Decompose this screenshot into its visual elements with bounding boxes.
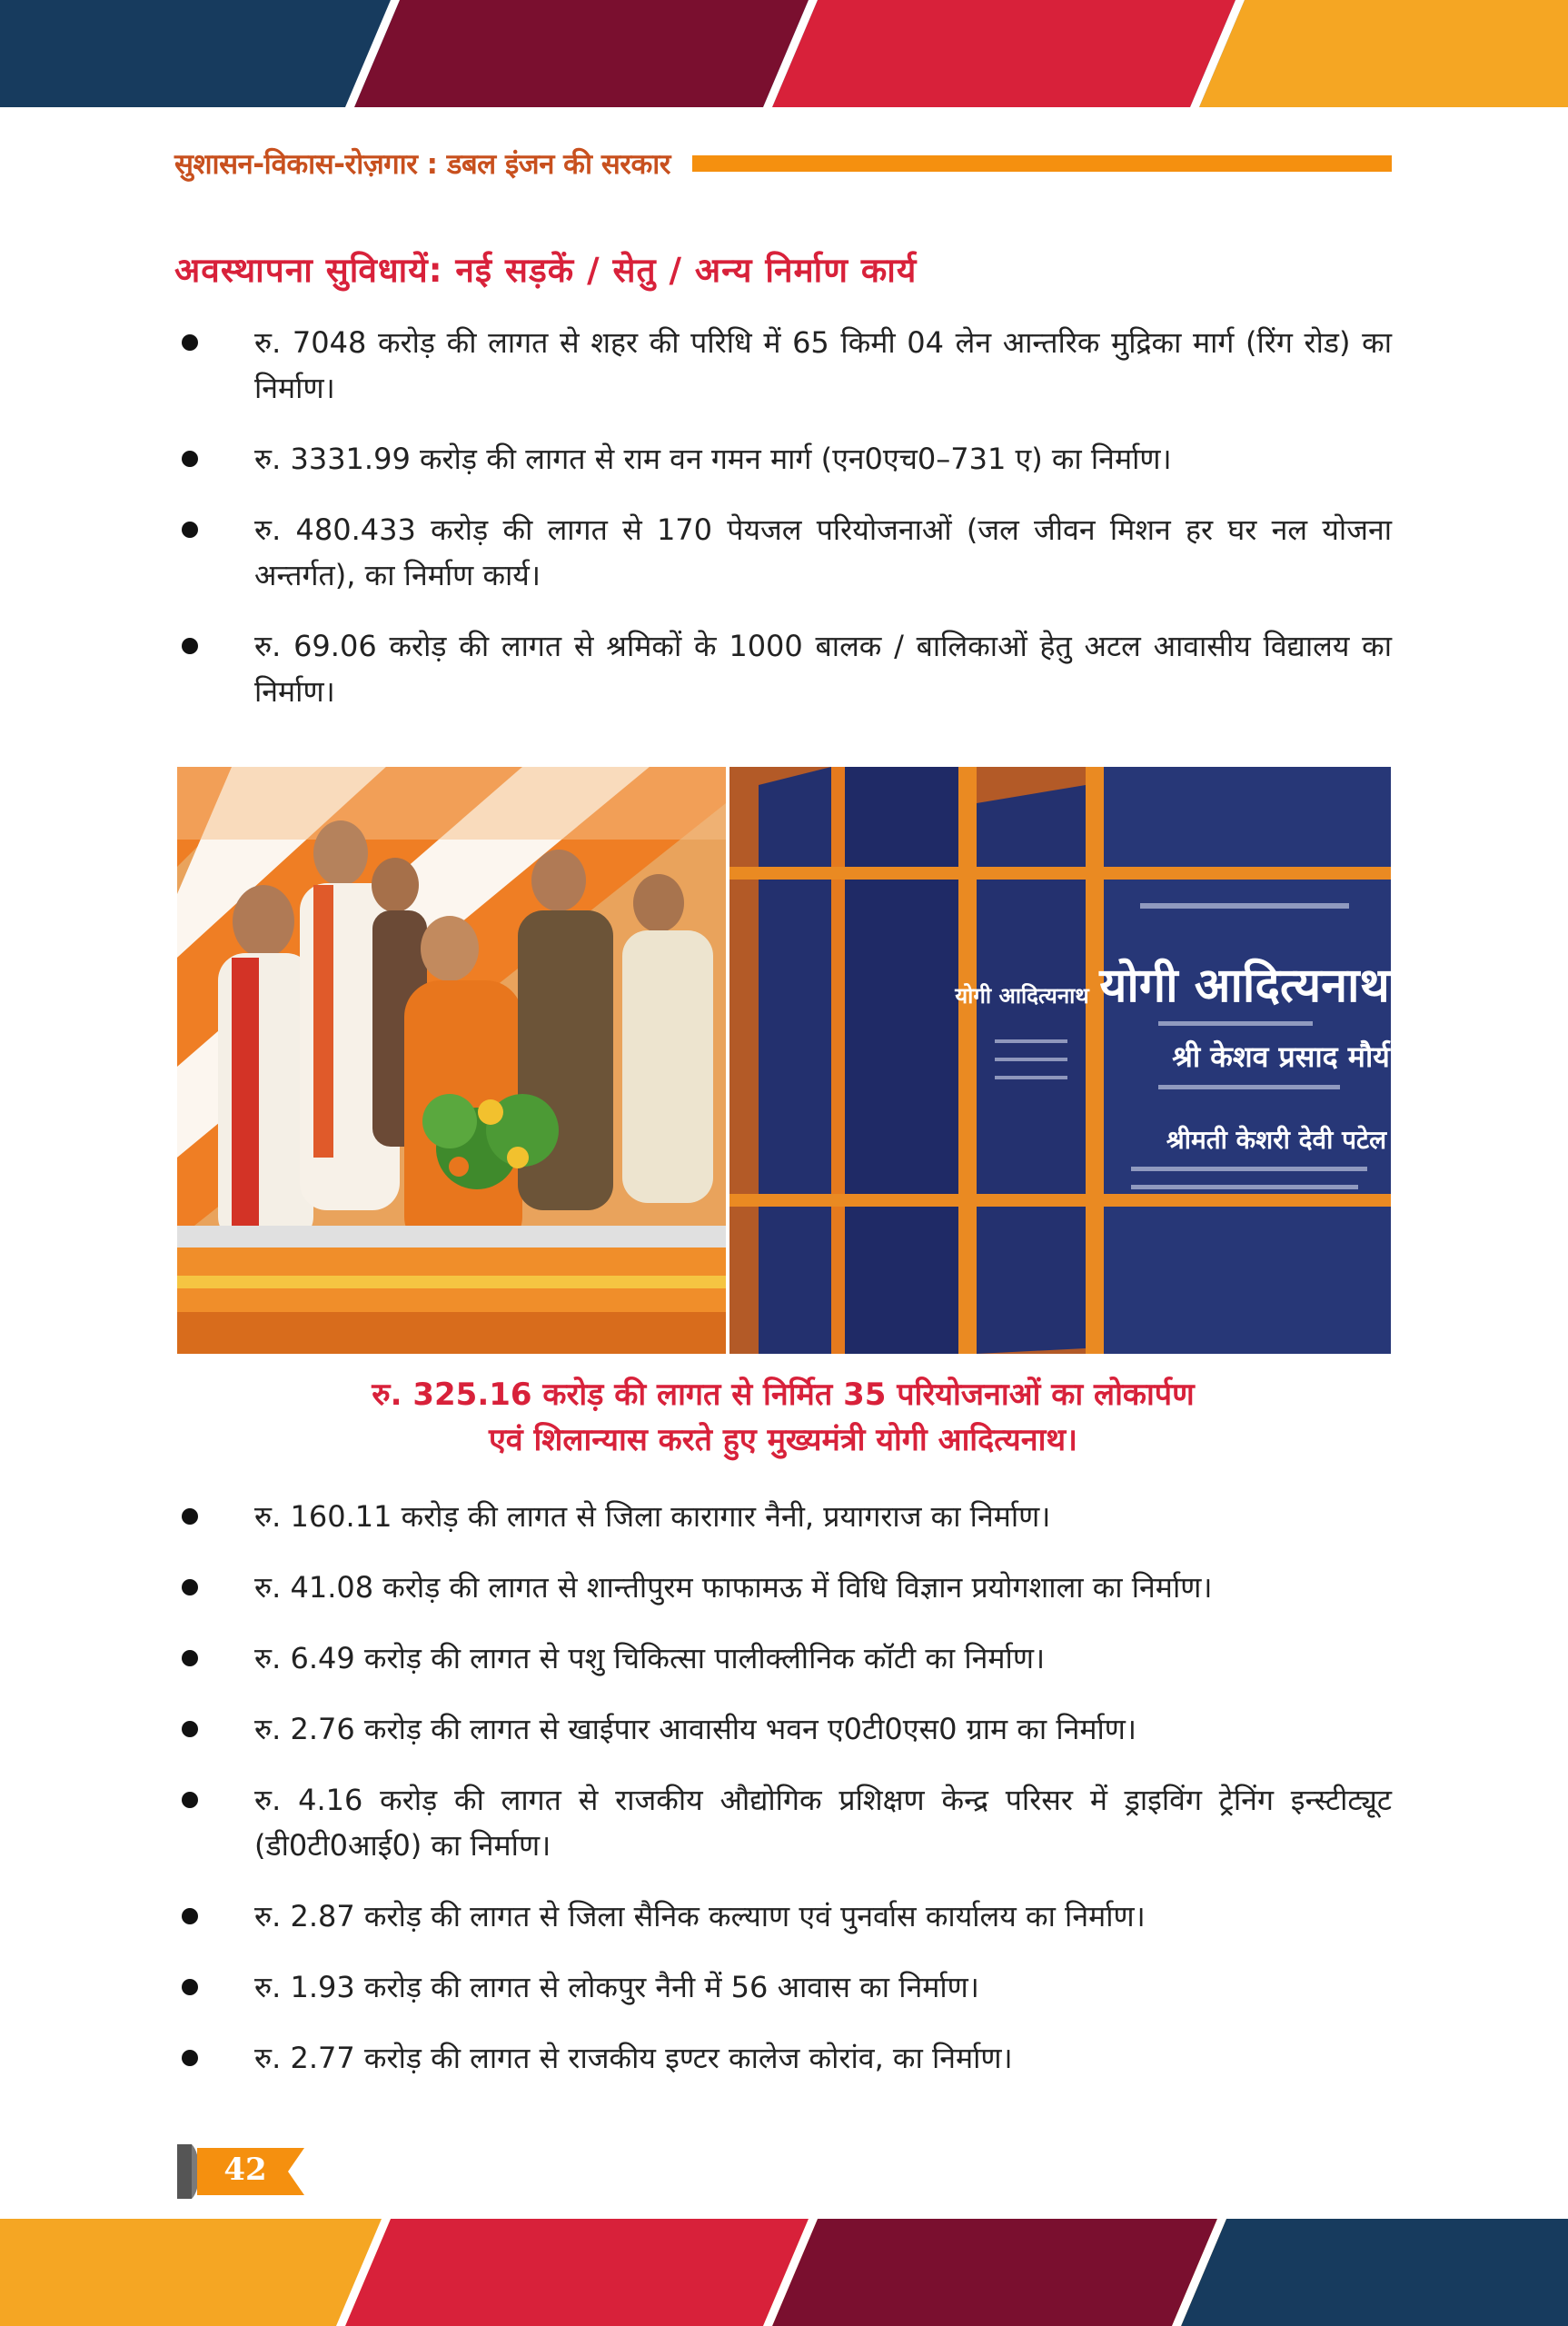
list-item: रु. 7048 करोड़ की लागत से शहर की परिधि में 65 किमी 04 लेन आन्तरिक मुद्रिका मार्ग (रिंग रोड) का निर्माण।: [174, 320, 1392, 411]
bullet-icon: [182, 1979, 198, 1995]
bullet-icon: [182, 522, 198, 538]
bullet-icon: [182, 334, 198, 351]
bullet-list-bottom: [174, 1494, 1392, 2106]
section-heading: अवस्थापना सुविधायें: नई सड़कें / सेतु / अन्य निर्माण कार्य: [174, 251, 918, 290]
bullet-icon: [182, 638, 198, 654]
list-item: रु. 6.49 करोड़ की लागत से पशु चिकित्सा पालीक्लीनिक कॉटी का निर्माण।: [174, 1635, 1392, 1681]
page-number-tab: [177, 2144, 313, 2199]
bullet-icon: [182, 1721, 198, 1737]
list-item: रु. 2.77 करोड़ की लागत से राजकीय इण्टर कालेज कोरांव, का निर्माण।: [174, 2035, 1392, 2081]
plaque-small-title: योगी आदित्यनाथ: [955, 983, 1089, 1009]
bullet-list-top: [174, 320, 1392, 740]
list-item: रु. 2.76 करोड़ की लागत से खाईपार आवासीय भवन ए0टी0एस0 ग्राम का निर्माण।: [174, 1706, 1392, 1752]
bullet-icon: [182, 1579, 198, 1595]
list-item: रु. 3331.99 करोड़ की लागत से राम वन गमन मार्ग (एन0एच0–731 ए) का निर्माण।: [174, 436, 1392, 482]
bullet-icon: [182, 2050, 198, 2066]
bullet-icon: [182, 1508, 198, 1525]
caption-line-1: रु. 325.16 करोड़ की लागत से निर्मित 35 परियोजनाओं का लोकार्पण: [372, 1377, 1195, 1413]
bullet-icon: [182, 1650, 198, 1666]
plaque-title: योगी आदित्यनाथ: [1099, 959, 1390, 1013]
bottom-color-band: [0, 2219, 1568, 2326]
bullet-icon: [182, 451, 198, 467]
plaque-line-1: श्री केशव प्रसाद मौर्य: [1172, 1039, 1390, 1074]
list-item: रु. 69.06 करोड़ की लागत से श्रमिकों के 1000 बालक / बालिकाओं हेतु अटल आवासीय विद्यालय का निर्माण।: [174, 623, 1392, 714]
list-item: रु. 160.11 करोड़ की लागत से जिला कारागार नैनी, प्रयागराज का निर्माण।: [174, 1494, 1392, 1539]
list-item: रु. 41.08 करोड़ की लागत से शान्तीपुरम फाफामऊ में विधि विज्ञान प्रयोगशाला का निर्माण।: [174, 1565, 1392, 1610]
list-item: रु. 1.93 करोड़ की लागत से लोकपुर नैनी में 56 आवास का निर्माण।: [174, 1964, 1392, 2010]
top-color-band: [0, 0, 1568, 107]
bullet-icon: [182, 1792, 198, 1808]
running-header-title: सुशासन-विकास-रोज़गार : डबल इंजन की सरकार: [174, 148, 670, 181]
list-item: रु. 2.87 करोड़ की लागत से जिला सैनिक कल्याण एवं पुनर्वास कार्यालय का निर्माण।: [174, 1894, 1392, 1939]
header-rule: [692, 155, 1392, 172]
list-item: रु. 480.433 करोड़ की लागत से 170 पेयजल परियोजनाओं (जल जीवन मिशन हर घर नल योजना अन्तर्गत), का निर्माण कार्य।: [174, 507, 1392, 598]
bullet-icon: [182, 1908, 198, 1924]
list-item: रु. 4.16 करोड़ की लागत से राजकीय औद्योगिक प्रशिक्षण केन्द्र परिसर में ड्राइविंग ट्रेनिंग इन्स्टीट्यूट (डी0टी0आई0) का निर्माण।: [174, 1777, 1392, 1868]
caption-line-2: एवं शिलान्यास करते हुए मुख्यमंत्री योगी आदित्यनाथ।: [488, 1422, 1078, 1458]
page-number: 42: [223, 2152, 267, 2188]
running-header: [174, 145, 1392, 182]
photo-caption: [174, 1372, 1392, 1463]
plaque-line-2: श्रीमती केशरी देवी पटेल: [1166, 1125, 1387, 1155]
event-photo: [177, 767, 1391, 1354]
